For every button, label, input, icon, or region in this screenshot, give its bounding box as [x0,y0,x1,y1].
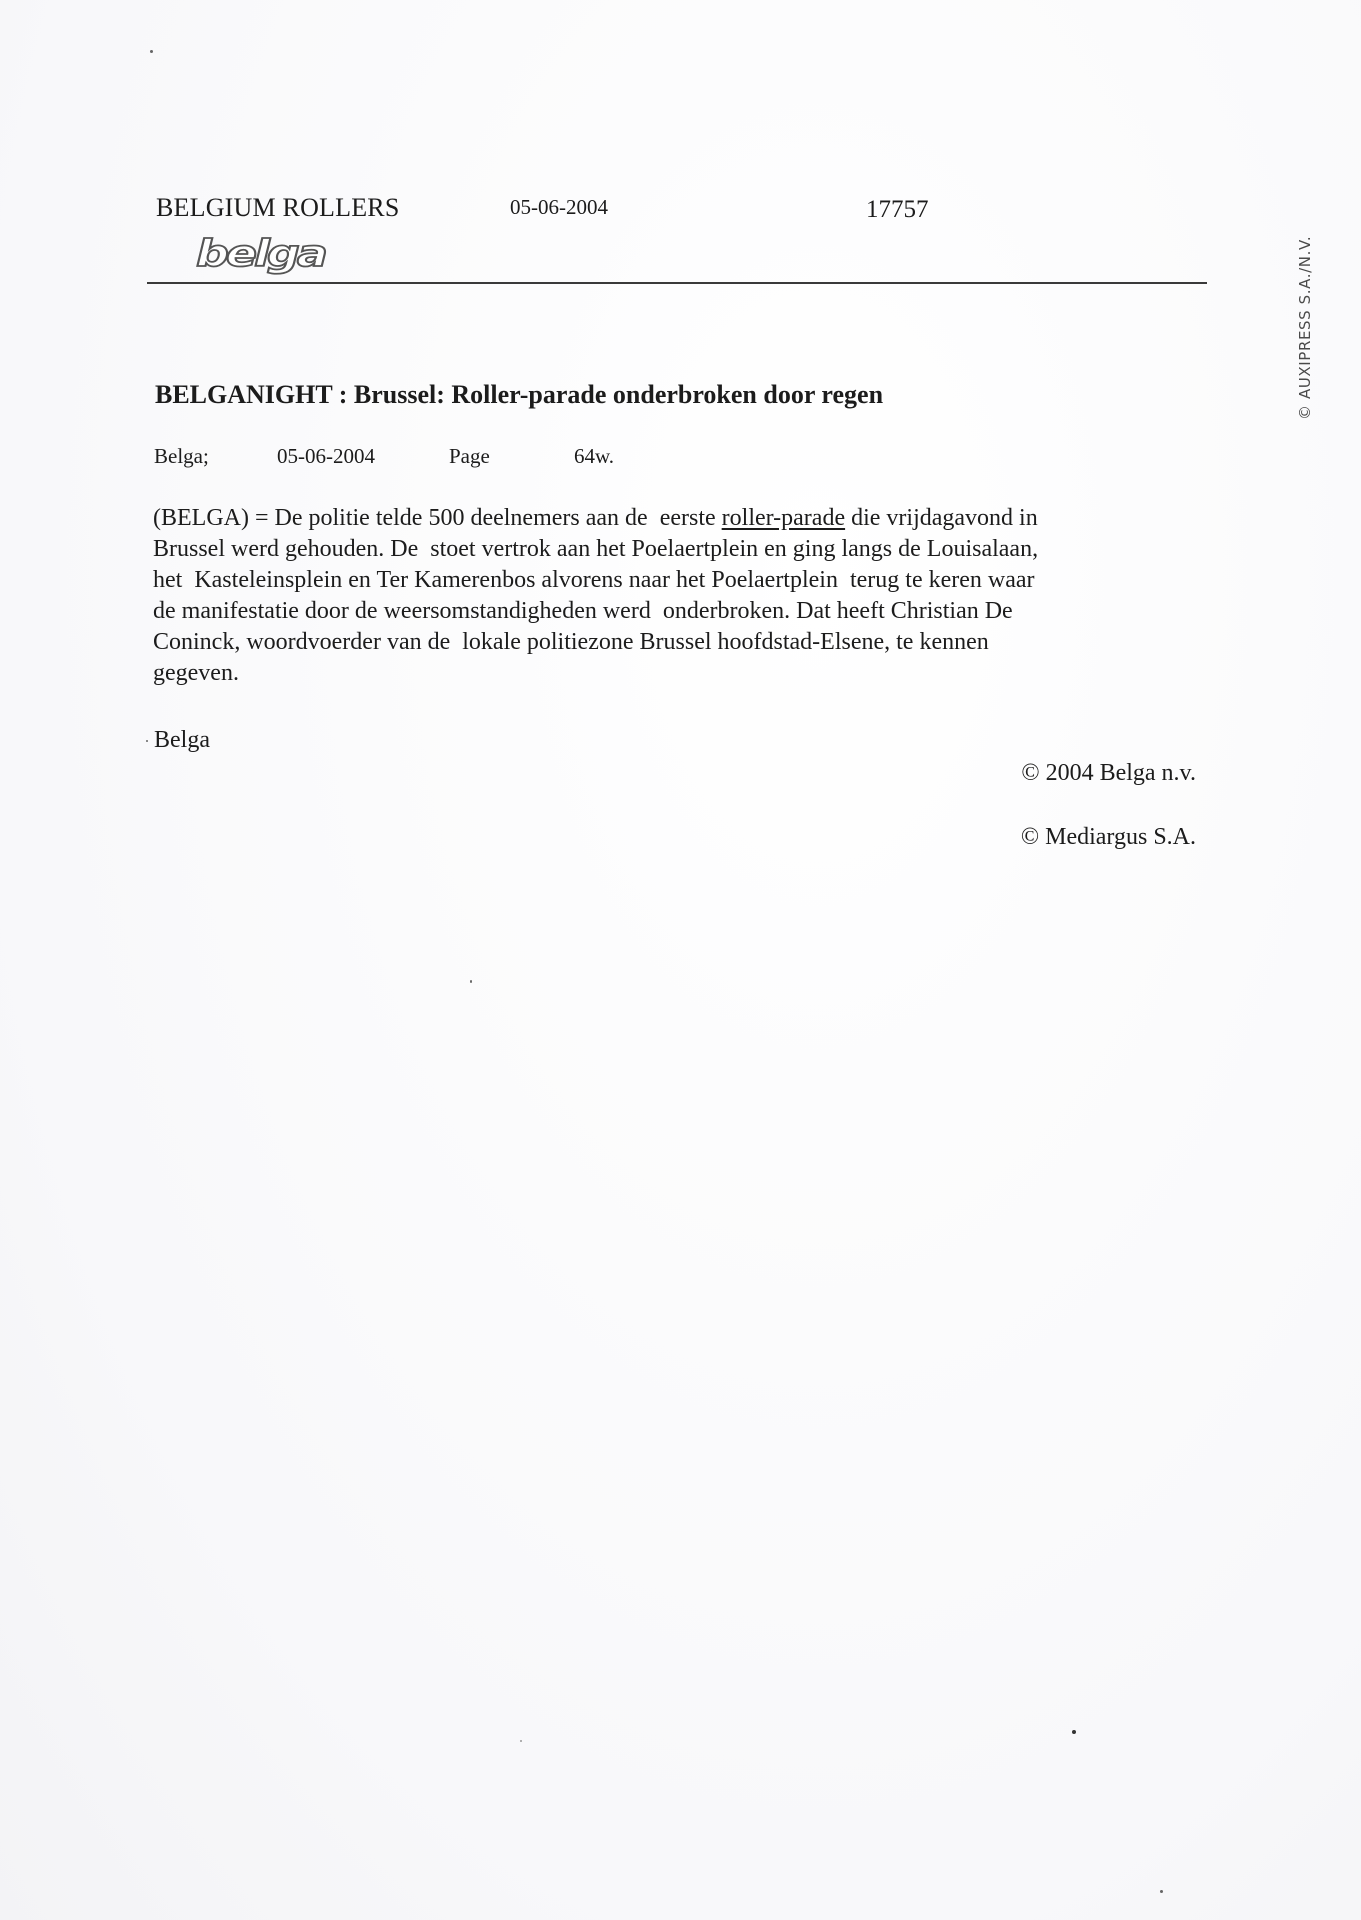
article-signoff: Belga [154,727,210,753]
article-body-line: het Kasteleinsplein en Ter Kamerenbos alvorens naar het Poelaertplein terug te keren waar [153,567,1035,593]
meta-word-count: 64w. [574,444,615,468]
meta-page-label: Page [449,444,490,468]
header-divider [147,282,1207,284]
article-body-line: gegeven. [153,660,239,686]
article-body [153,503,1203,689]
header-id: 17757 [866,196,929,223]
meta-date: 05-06-2004 [277,444,375,468]
belga-logo-text: belga [196,231,325,275]
roller-parade-link[interactable]: roller-parade [721,505,846,531]
scan-speck [470,980,472,983]
scan-speck [146,740,148,742]
article-body-line: Coninck, woordvoerder van de lokale politiezone Brussel hoofdstad-Elsene, te kennen [153,629,989,655]
meta-source: Belga; [154,444,209,468]
scan-speck [150,50,153,53]
body-text-segment: (BELGA) = De politie telde 500 deelnemers aan de eerste [153,505,722,531]
copyright-belga: © 2004 Belga n.v. [1021,760,1196,786]
article-body-line: Brussel werd gehouden. De stoet vertrok aan het Poelaertplein en ging langs de Louisalaan, [153,536,1039,562]
header-date: 05-06-2004 [510,195,608,219]
belga-logo [196,230,325,276]
copyright-mediargus: © Mediargus S.A. [1020,824,1196,850]
header-title: BELGIUM ROLLERS [156,193,400,222]
article-body-line [153,503,1203,534]
article-headline: BELGANIGHT : Brussel: Roller-parade onderbroken door regen [155,380,884,409]
article-body-line: de manifestatie door de weersomstandigheden werd onderbroken. Dat heeft Christian De [153,598,1013,624]
auxipress-watermark: © AUXIPRESS S.A./N.V. [1296,235,1314,420]
body-text-segment: die vrijdagavond in [845,505,1038,531]
scan-speck [1160,1890,1163,1893]
scan-speck [520,1740,522,1742]
scan-speck [1072,1730,1076,1734]
